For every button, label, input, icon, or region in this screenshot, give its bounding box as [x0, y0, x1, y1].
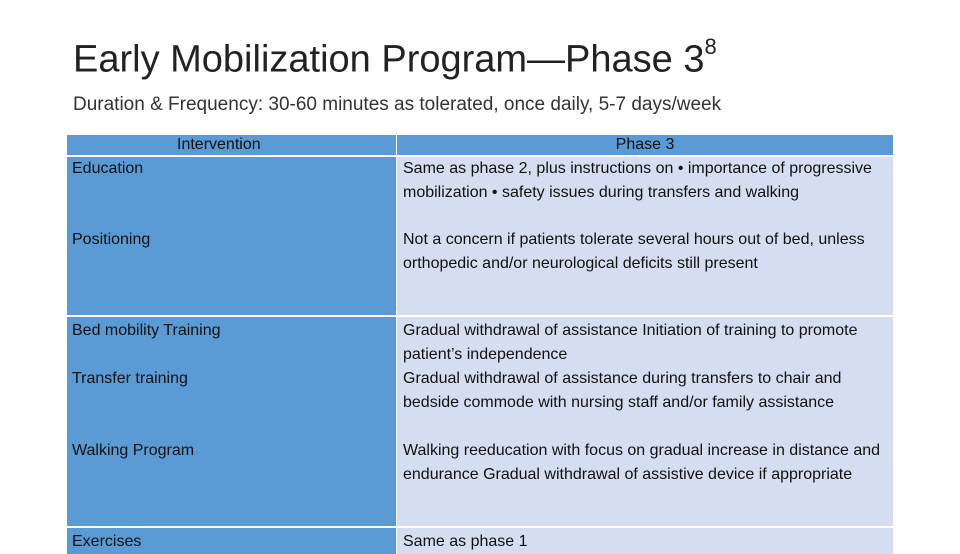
row-value: Gradual withdrawal of assistance Initiation of training to promote patient’s independence	[397, 316, 894, 367]
row-value: Not a concern if patients tolerate several hours out of bed, unless orthopedic and/or neurological deficits still present	[397, 228, 894, 316]
table-row	[67, 228, 894, 316]
row-label: Exercises	[67, 527, 397, 554]
row-value: Gradual withdrawal of assistance during transfers to chair and bedside commode with nursing staff and/or family assistance	[397, 367, 894, 439]
row-value: Same as phase 1	[397, 527, 894, 554]
row-value: Walking reeducation with focus on gradual increase in distance and endurance Gradual withdrawal of assistive device if appropriate	[397, 439, 894, 527]
row-label: Education	[67, 156, 397, 228]
title-citation: 8	[704, 34, 717, 59]
table-row	[67, 367, 894, 439]
row-label: Bed mobility Training	[67, 316, 397, 367]
header-phase: Phase 3	[397, 135, 894, 156]
table-row	[67, 316, 894, 367]
phase-table	[66, 135, 894, 554]
row-value: Same as phase 2, plus instructions on • importance of progressive mobilization • safety issues during transfers and walking	[397, 156, 894, 228]
header-intervention: Intervention	[67, 135, 397, 156]
table-row	[67, 439, 894, 527]
row-label: Transfer training	[67, 367, 397, 439]
table-row	[67, 527, 894, 554]
table-header-row	[67, 135, 894, 156]
row-label: Walking Program	[67, 439, 397, 527]
slide-subtitle: Duration & Frequency: 30-60 minutes as tolerated, once daily, 5-7 days/week	[73, 94, 722, 115]
slide-title	[73, 34, 717, 82]
slide-title-text: Early Mobilization Program—Phase 3	[73, 38, 705, 81]
table-row	[67, 156, 894, 228]
row-label: Positioning	[67, 228, 397, 316]
